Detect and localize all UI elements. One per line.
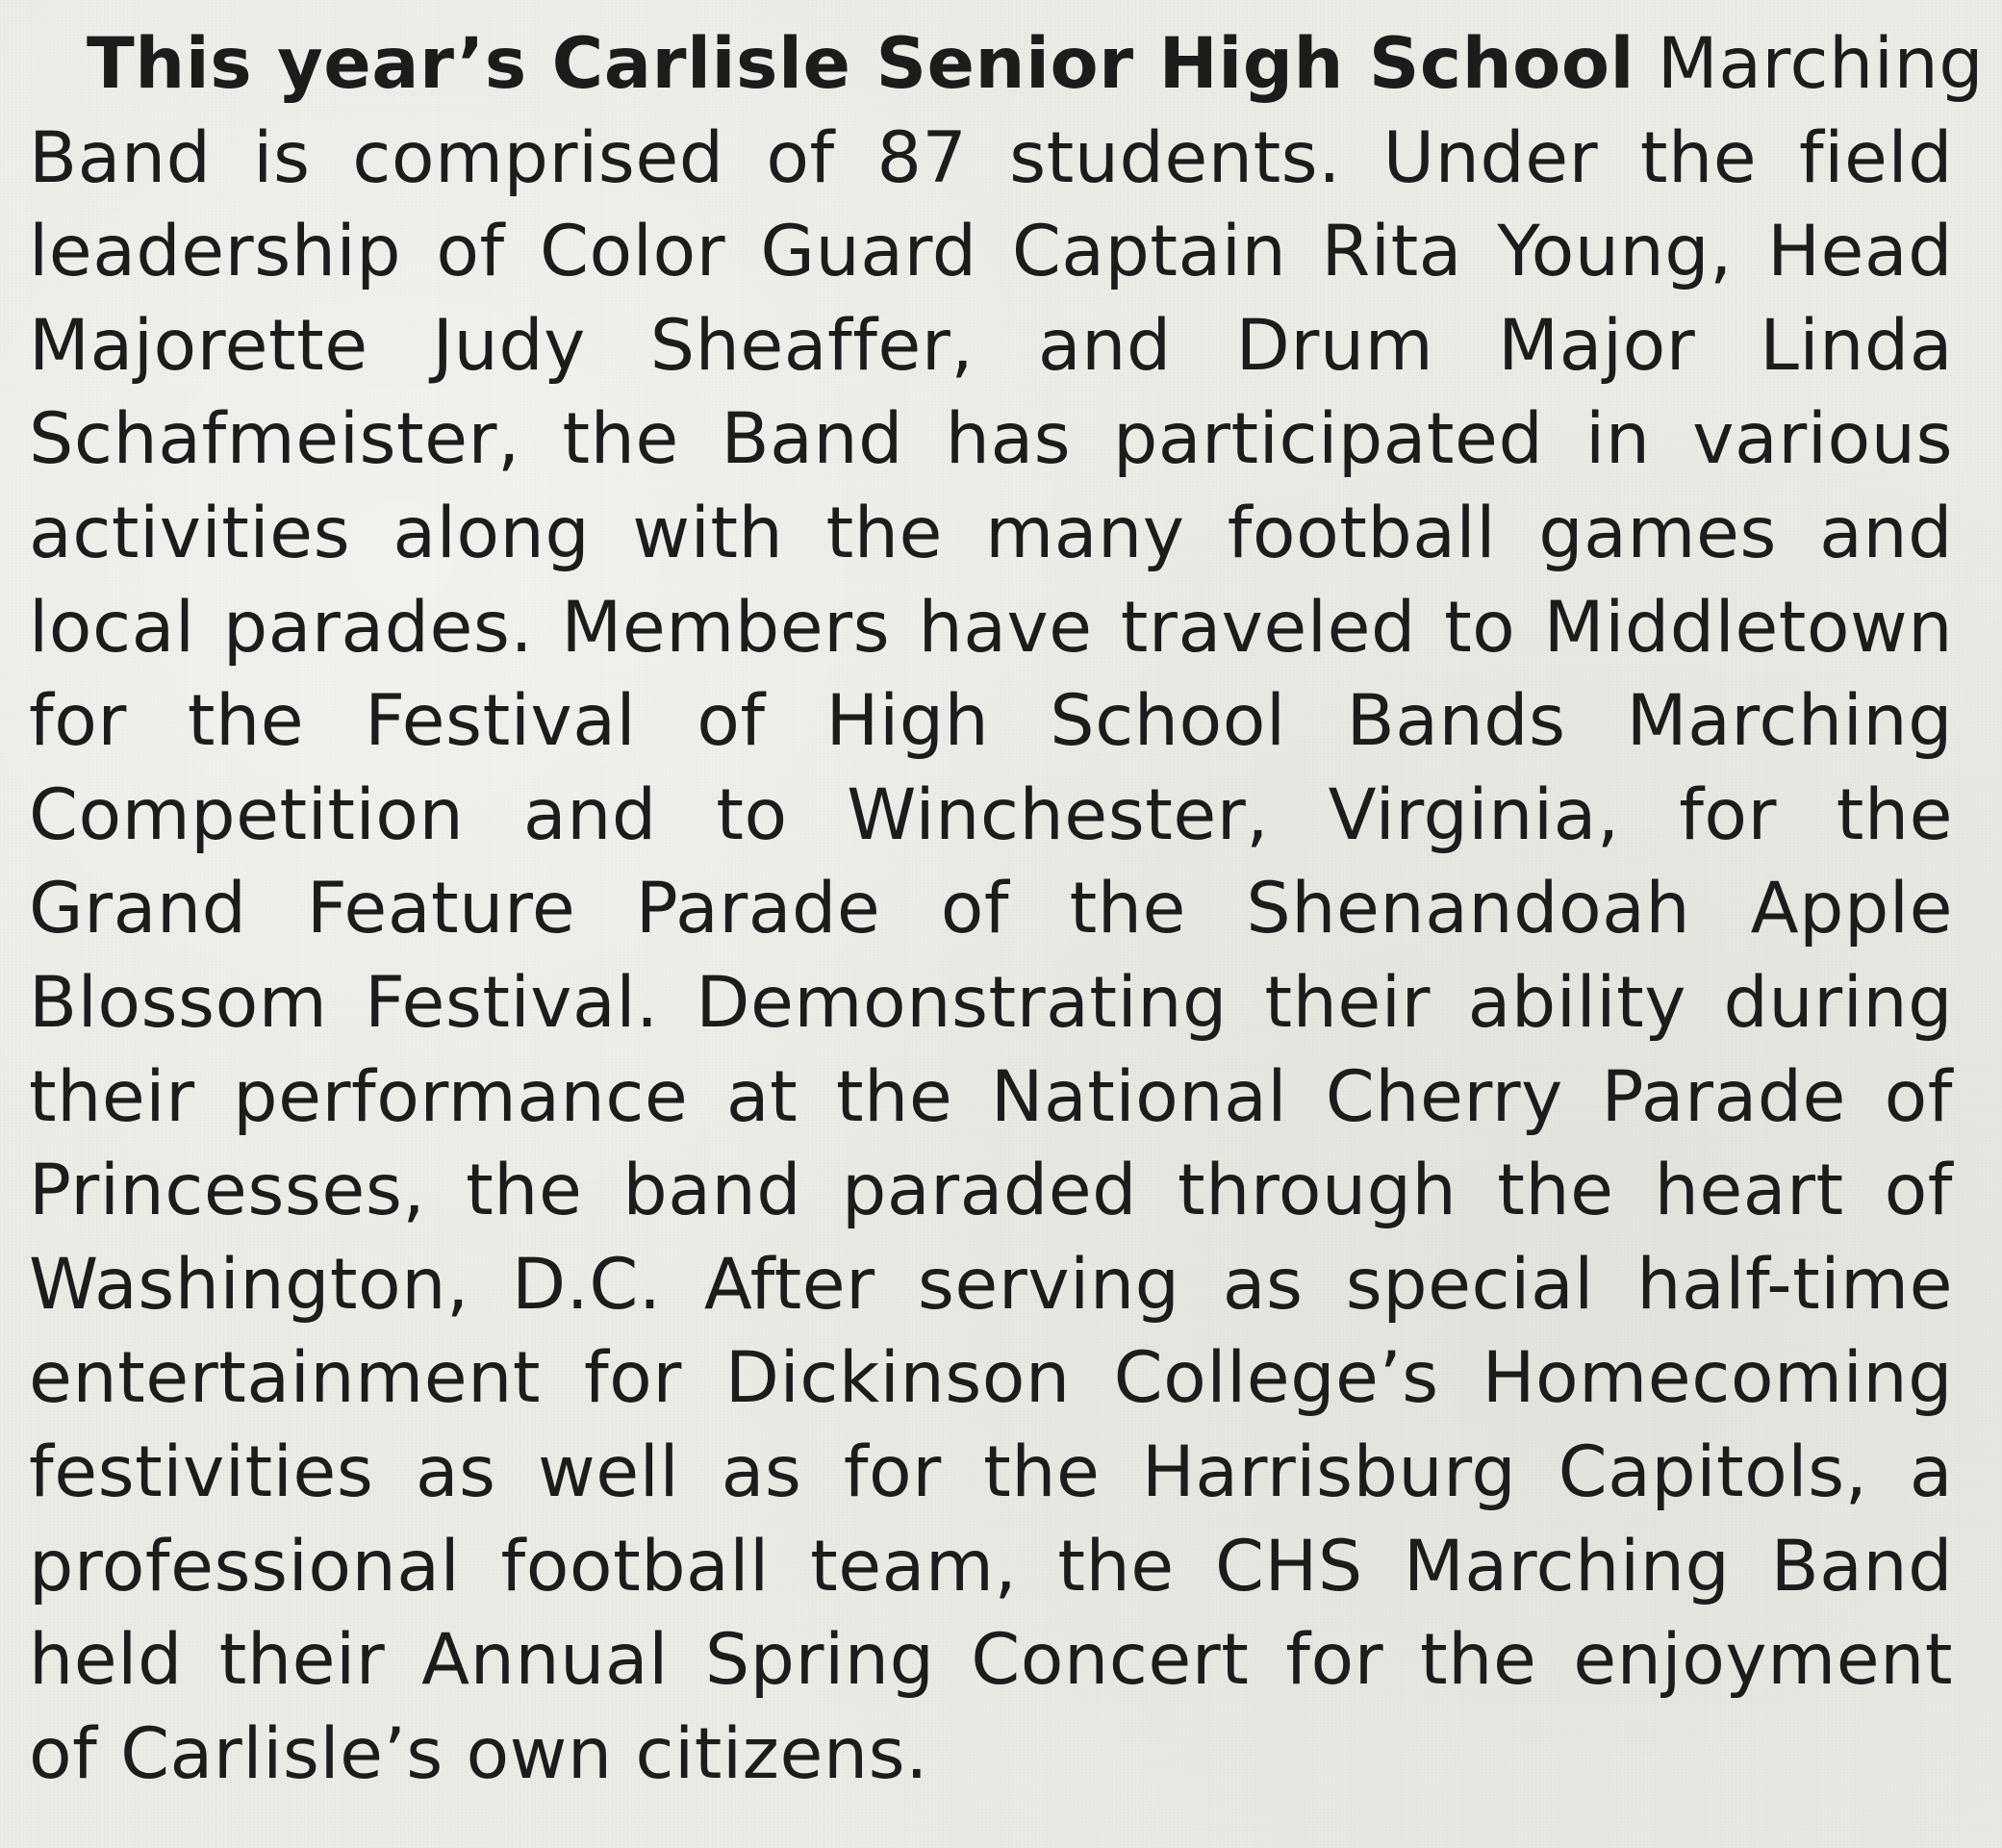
text-line-14: Washington, D.C. After serving as special half-time (29, 1243, 1953, 1326)
text-line-4: Majorette Judy Sheaffer, and Drum Major Linda (29, 304, 1953, 387)
text-line-1 (29, 17, 1985, 112)
text-line-11: Blossom Festival. Demonstrating their ability during (29, 961, 1953, 1044)
text-line-13: Princesses, the band paraded through the heart of (29, 1150, 1953, 1232)
text-line-7: local parades. Members have traveled to Middletown (29, 586, 1953, 669)
text-line-2: Band is comprised of 87 students. Under the field (29, 116, 1953, 199)
text-line-16: festivities as well as for the Harrisburg Capitols, a (29, 1430, 1953, 1513)
text-line-18: held their Annual Spring Concert for the enjoyment (29, 1619, 1953, 1702)
text-line-19: of Carlisle’s own citizens. (29, 1712, 928, 1795)
lead-in-bold: This year’s Carlisle Senior High School (87, 23, 1635, 105)
text-line-17: professional football team, the CHS Marching Band (29, 1525, 1953, 1608)
text-line-9: Competition and to Winchester, Virginia, for the (29, 773, 1953, 856)
text-line-5: Schafmeister, the Band has participated in various (29, 398, 1953, 481)
text-line-15: entertainment for Dickinson College’s Homecoming (29, 1337, 1953, 1420)
article-paragraph (29, 17, 1985, 1801)
text-line-12: their performance at the National Cherry Parade of (29, 1055, 1953, 1138)
text-line-1-rest: Marching (1657, 23, 1985, 105)
text-line-8: for the Festival of High School Bands Marching (29, 680, 1953, 763)
text-line-6: activities along with the many football games and (29, 492, 1953, 574)
text-line-3: leadership of Color Guard Captain Rita Young, Head (29, 211, 1953, 293)
text-line-10: Grand Feature Parade of the Shenandoah Apple (29, 868, 1953, 950)
